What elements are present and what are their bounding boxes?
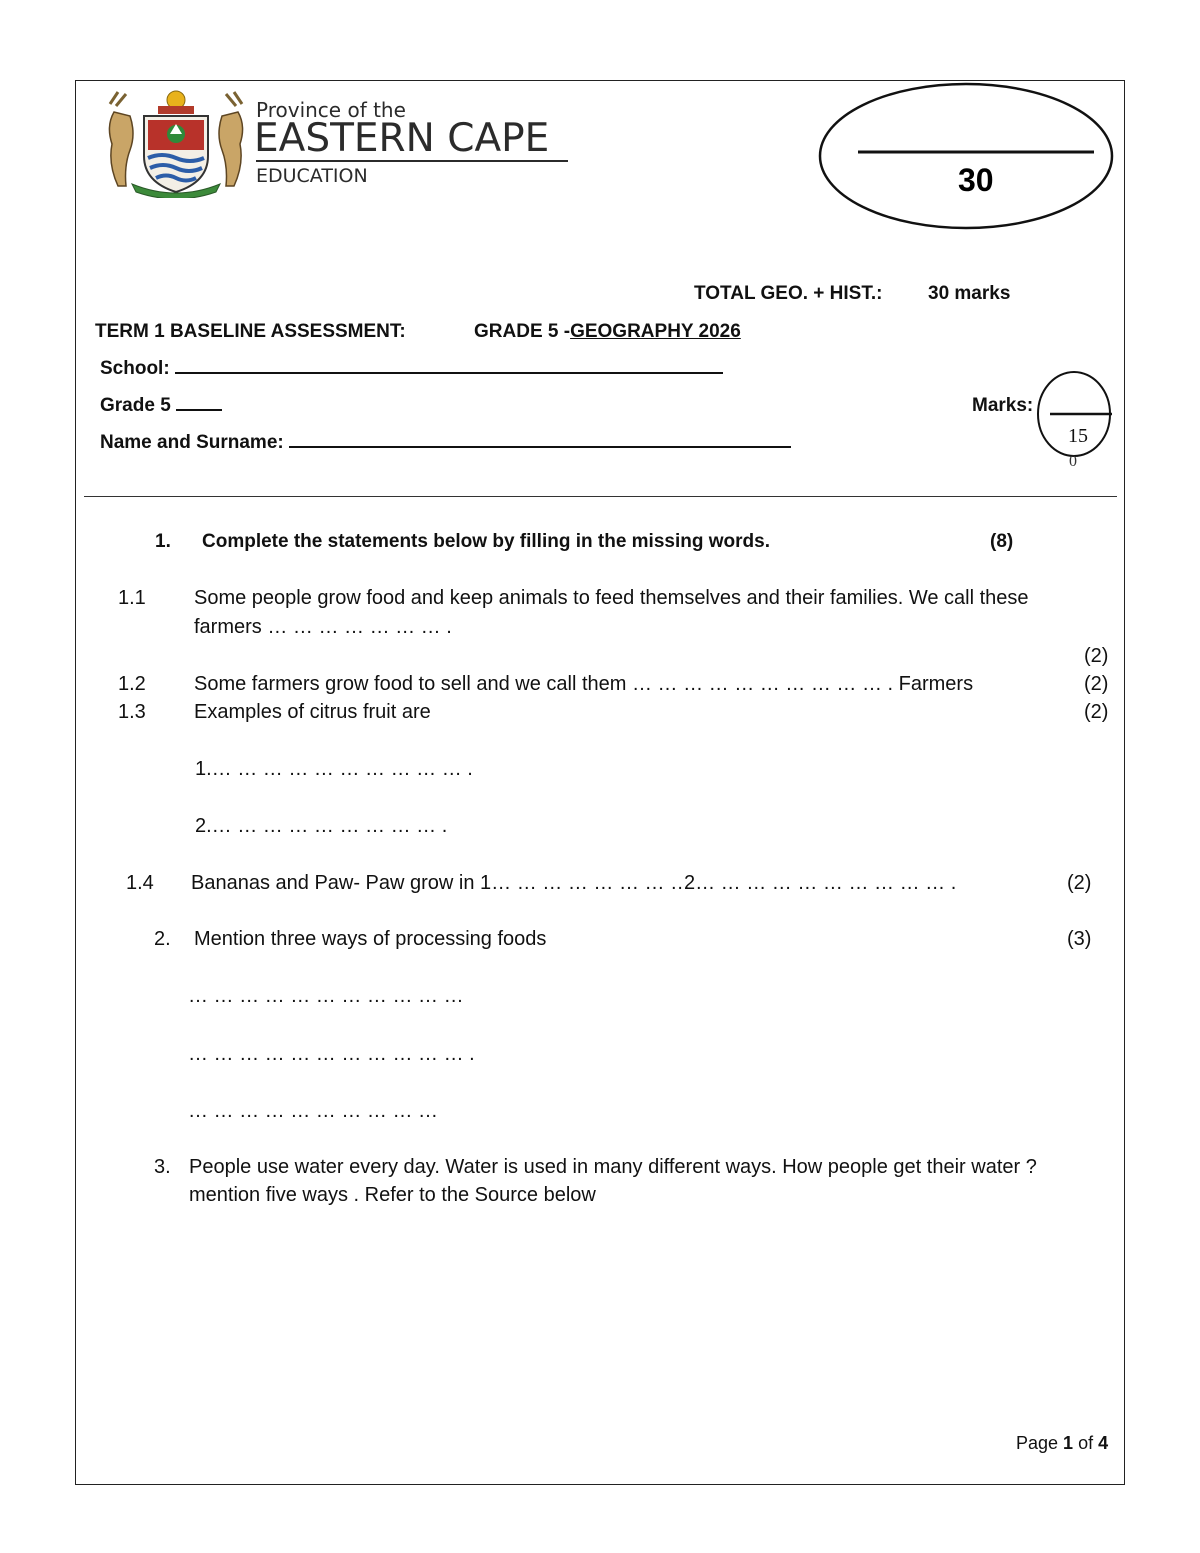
school-blank[interactable] — [175, 358, 723, 374]
q1-2-marks: (2) — [1084, 673, 1109, 695]
q2-answer-line-2[interactable]: … … … … … … … … … … … . — [188, 1043, 475, 1065]
q1-3-text: Examples of citrus fruit are — [194, 701, 431, 723]
page-number — [1016, 1433, 1108, 1454]
grade-label: Grade 5 — [100, 395, 171, 416]
q1-1-number: 1.1 — [118, 587, 146, 609]
total-marks-label: TOTAL GEO. + HIST.: — [694, 283, 883, 304]
page-prefix: Page — [1016, 1433, 1064, 1453]
q1-2-text[interactable]: Some farmers grow food to sell and we call them … … … … … … … … … … . Farmers — [194, 673, 974, 695]
logo-province-text: Province of the — [256, 98, 406, 122]
q2-number: 2. — [154, 928, 171, 950]
grade-blank[interactable] — [176, 395, 222, 411]
q1-3-answer-1[interactable]: 1.… … … … … … … … … … . — [195, 758, 473, 780]
q1-3-answer-2[interactable]: 2.… … … … … … … … … . — [195, 815, 448, 837]
header-divider — [84, 496, 1117, 497]
page-middle: of — [1073, 1433, 1099, 1453]
q1-1-line1: Some people grow food and keep animals to feed themselves and their families. We call these — [194, 587, 1029, 609]
q1-4-text-2[interactable]: 2… … … … … … … … … … . — [684, 872, 957, 894]
total-marks-value: 30 marks — [928, 283, 1011, 304]
q1-2-number: 1.2 — [118, 673, 146, 695]
q1-marks: (8) — [990, 531, 1014, 552]
school-label: School: — [100, 358, 170, 379]
grade-subject — [474, 321, 741, 343]
marks-overflow-digit: 0 — [1069, 453, 1077, 470]
assessment-title: TERM 1 BASELINE ASSESSMENT: — [95, 321, 406, 342]
grade-subject-prefix: GRADE 5 - — [474, 321, 571, 342]
q2-marks: (3) — [1067, 928, 1092, 950]
total-score-denominator: 30 — [958, 162, 994, 198]
total-score-oval — [818, 82, 1114, 230]
q3-line1: People use water every day. Water is used in many different ways. How people get their water ? — [189, 1156, 1037, 1178]
name-label: Name and Surname: — [100, 432, 284, 453]
q3-line2: mention five ways . Refer to the Source below — [189, 1184, 596, 1206]
q2-answer-line-3[interactable]: … … … … … … … … … … — [188, 1100, 439, 1122]
q1-1-marks: (2) — [1084, 645, 1109, 667]
q1-3-marks: (2) — [1084, 701, 1109, 723]
q3-number: 3. — [154, 1156, 171, 1178]
q1-4-marks: (2) — [1067, 872, 1092, 894]
grade-subject-underlined: GEOGRAPHY 2026 — [570, 321, 741, 342]
q2-answer-line-1[interactable]: … … … … … … … … … … … — [188, 985, 464, 1007]
q1-3-number: 1.3 — [118, 701, 146, 723]
logo-education-text: EDUCATION — [256, 165, 368, 187]
logo-underline — [256, 160, 568, 162]
name-field — [100, 432, 791, 454]
q1-number: 1. — [155, 531, 171, 552]
page-total: 4 — [1098, 1433, 1109, 1453]
coat-of-arms-logo — [96, 86, 256, 198]
name-blank[interactable] — [289, 432, 791, 448]
q1-4-text[interactable]: Bananas and Paw- Paw grow in 1… … … … … … … … — [191, 872, 691, 894]
school-field — [100, 358, 723, 380]
page-current: 1 — [1063, 1433, 1074, 1453]
logo-eastern-cape-text: EASTERN CAPE — [254, 116, 550, 161]
q1-instruction: Complete the statements below by filling in the missing words. — [202, 531, 770, 552]
q2-text: Mention three ways of processing foods — [194, 928, 547, 950]
marks-denominator: 15 — [1068, 425, 1088, 447]
q1-4-number: 1.4 — [126, 872, 154, 894]
q1-1-line2[interactable]: farmers … … … … … … … . — [194, 616, 452, 638]
marks-label: Marks: — [972, 395, 1034, 416]
grade-field — [100, 395, 222, 417]
